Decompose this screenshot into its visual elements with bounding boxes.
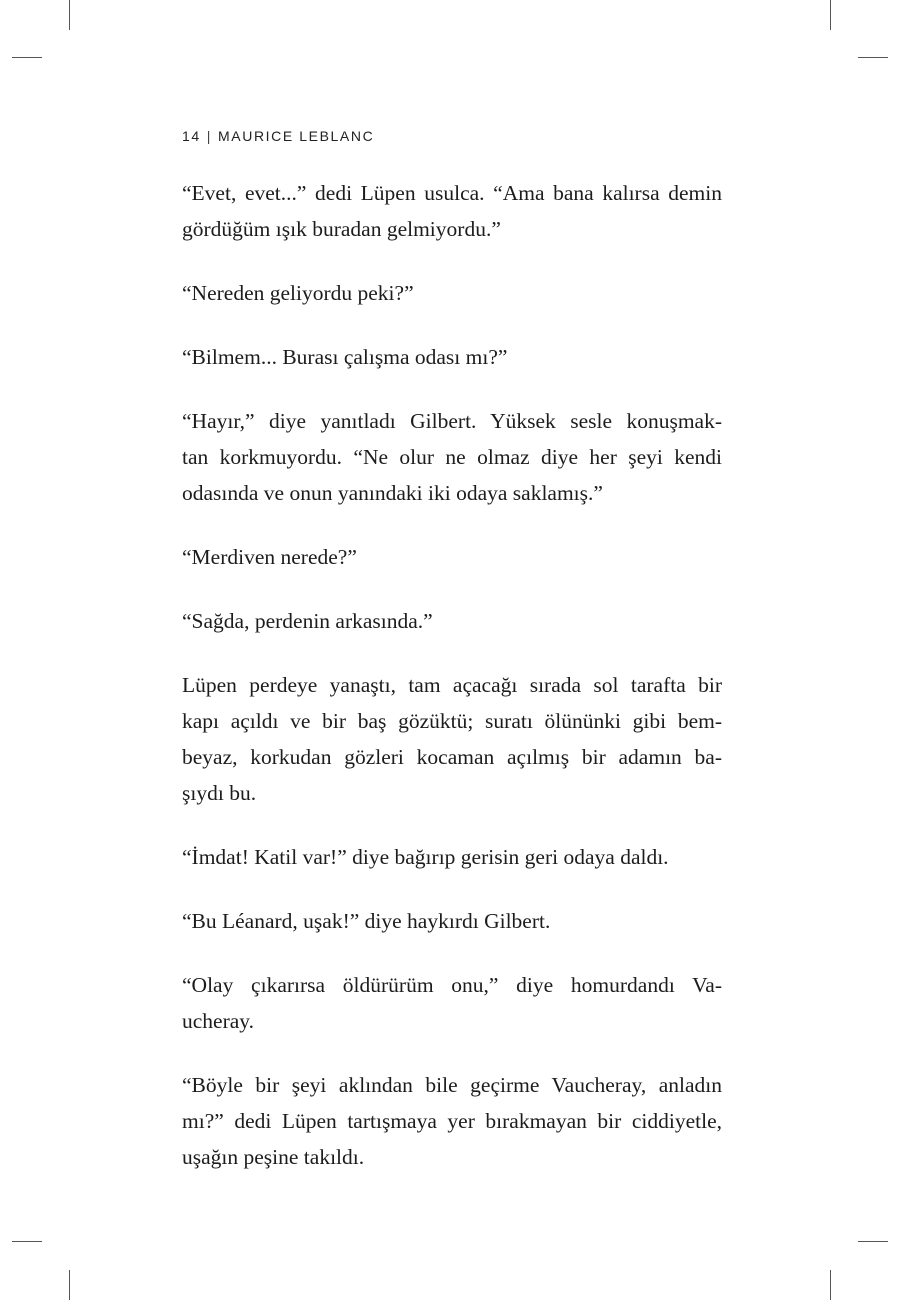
text-line: gördüğüm ışık buradan gelmiyordu.”: [182, 217, 501, 241]
text-line: “Olay çıkarırsa öldürürüm onu,” diye homurdandı Va-: [182, 973, 722, 997]
body-text: [182, 175, 722, 1203]
paragraph: [182, 339, 722, 375]
text-line: ucheray.: [182, 1009, 255, 1033]
text-line: “Bu Léanard, uşak!” diye haykırdı Gilbert.: [182, 909, 551, 933]
text-line: “Bilmem... Burası çalışma odası mı?”: [182, 345, 508, 369]
paragraph: [182, 667, 722, 811]
crop-mark-top-right-horizontal: [858, 57, 888, 58]
paragraph: [182, 967, 722, 1039]
text-line: “Sağda, perdenin arkasında.”: [182, 609, 433, 633]
text-line: uşağın peşine takıldı.: [182, 1145, 365, 1169]
text-line: “Hayır,” diye yanıtladı Gilbert. Yüksek sesle konuşmak-: [182, 409, 722, 433]
paragraph: [182, 903, 722, 939]
crop-mark-bottom-right-horizontal: [858, 1241, 888, 1242]
author-name: MAURICE LEBLANC: [218, 128, 375, 144]
crop-mark-top-left-horizontal: [12, 57, 42, 58]
text-line: beyaz, korkudan gözleri kocaman açılmış bir adamın ba-: [182, 745, 722, 769]
crop-mark-top-right-vertical: [830, 0, 831, 30]
paragraph: [182, 403, 722, 511]
text-line: “Evet, evet...” dedi Lüpen usulca. “Ama bana kalırsa demin: [182, 181, 722, 205]
crop-mark-top-left-vertical: [69, 0, 70, 30]
crop-mark-bottom-right-vertical: [830, 1270, 831, 1300]
paragraph: [182, 1067, 722, 1175]
text-line: kapı açıldı ve bir baş gözüktü; suratı ölününki gibi bem-: [182, 709, 722, 733]
text-line: Lüpen perdeye yanaştı, tam açacağı sırada sol tarafta bir: [182, 673, 722, 697]
paragraph: [182, 539, 722, 575]
text-line: “İmdat! Katil var!” diye bağırıp gerisin geri odaya daldı.: [182, 845, 669, 869]
crop-mark-bottom-left-horizontal: [12, 1241, 42, 1242]
header-separator: |: [206, 128, 213, 144]
paragraph: [182, 275, 722, 311]
crop-mark-bottom-left-vertical: [69, 1270, 70, 1300]
text-line: şıydı bu.: [182, 781, 257, 805]
text-line: “Merdiven nerede?”: [182, 545, 357, 569]
text-line: “Böyle bir şeyi aklından bile geçirme Vaucheray, anladın: [182, 1073, 722, 1097]
paragraph: [182, 603, 722, 639]
paragraph: [182, 839, 722, 875]
running-header: [182, 128, 374, 144]
paragraph: [182, 175, 722, 247]
text-line: odasında ve onun yanındaki iki odaya saklamış.”: [182, 481, 603, 505]
text-line: “Nereden geliyordu peki?”: [182, 281, 414, 305]
page-number: 14: [182, 128, 201, 144]
text-line: tan korkmuyordu. “Ne olur ne olmaz diye her şeyi kendi: [182, 445, 722, 469]
text-line: mı?” dedi Lüpen tartışmaya yer bırakmayan bir ciddiyetle,: [182, 1109, 722, 1133]
